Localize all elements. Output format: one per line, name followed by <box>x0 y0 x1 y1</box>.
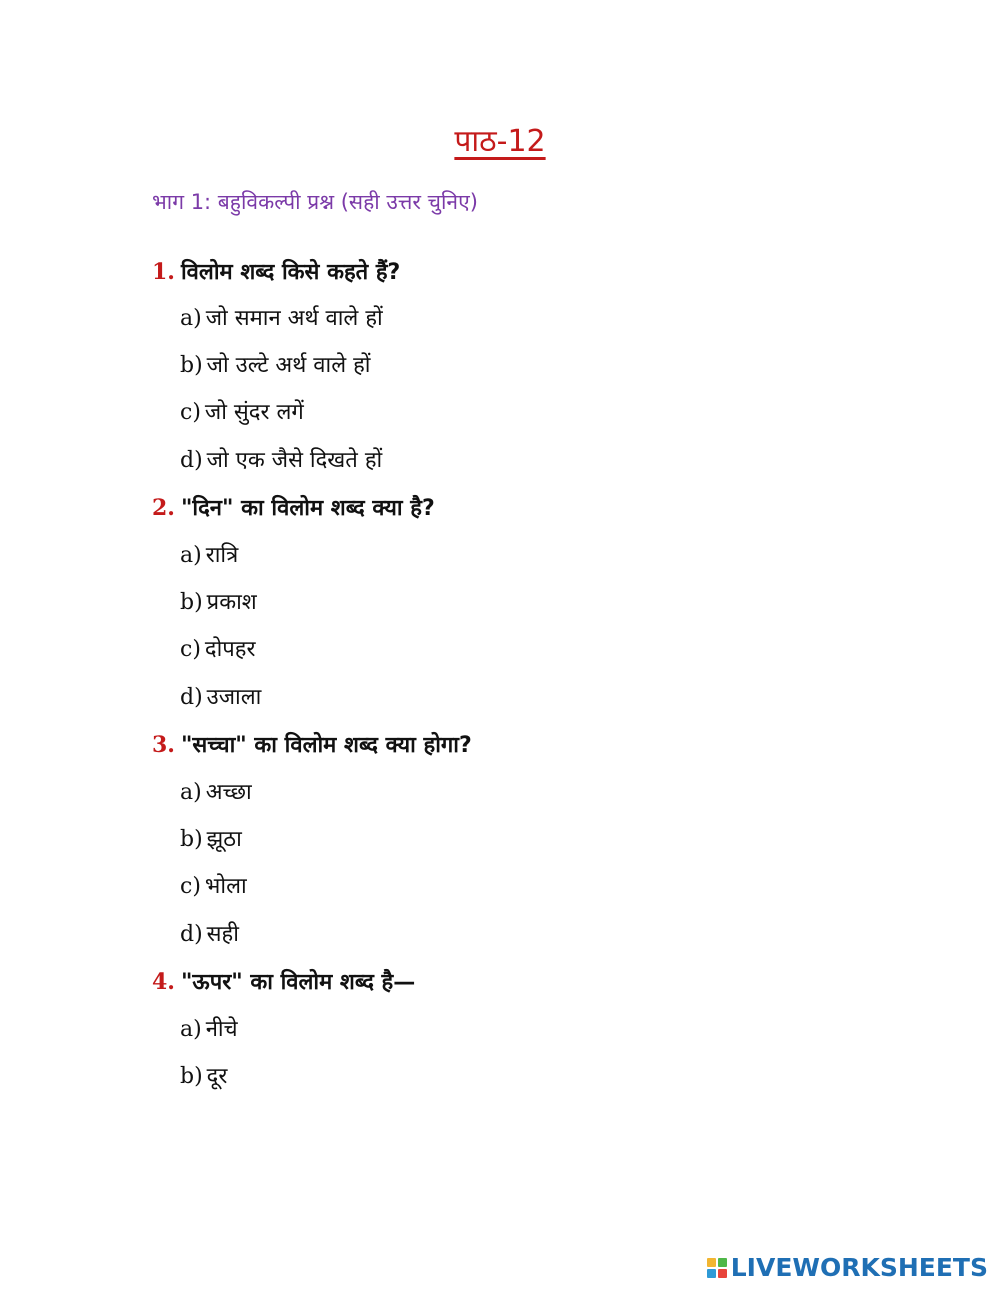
option-text: रात्रि <box>205 543 239 568</box>
logo-block <box>707 1269 716 1278</box>
option-letter: b) <box>180 353 203 378</box>
logo-blocks-icon <box>707 1258 727 1278</box>
option-letter: d) <box>180 448 203 473</box>
option-letter: a) <box>180 543 202 568</box>
question-text: विलोम शब्द किसे कहते हैं? <box>180 260 401 285</box>
option-text: उजाला <box>206 685 262 710</box>
option-text: नीचे <box>205 1017 238 1042</box>
option-2c[interactable] <box>180 634 255 666</box>
option-text: भोला <box>204 874 247 899</box>
option-text: सही <box>206 922 239 947</box>
option-text: प्रकाश <box>206 590 257 615</box>
option-text: जो समान अर्थ वाले हों <box>205 306 383 331</box>
option-2d[interactable] <box>180 682 261 714</box>
option-letter: b) <box>180 590 203 615</box>
option-1a[interactable] <box>180 303 383 335</box>
question-4 <box>152 966 415 999</box>
question-text: "ऊपर" का विलोम शब्द है— <box>180 970 416 995</box>
section-heading: भाग 1: बहुविकल्पी प्रश्न (सही उत्तर चुनिए) <box>152 190 478 214</box>
option-3c[interactable] <box>180 871 247 903</box>
option-text: जो सुंदर लगें <box>204 400 304 425</box>
option-text: दोपहर <box>204 637 256 662</box>
option-3a[interactable] <box>180 777 252 809</box>
logo-block <box>718 1269 727 1278</box>
option-letter: c) <box>180 874 201 899</box>
option-1b[interactable] <box>180 350 371 382</box>
option-letter: b) <box>180 1064 203 1089</box>
option-4b[interactable] <box>180 1061 227 1093</box>
question-text: "सच्चा" का विलोम शब्द क्या होगा? <box>180 733 472 758</box>
question-1 <box>152 256 400 289</box>
option-text: जो उल्टे अर्थ वाले हों <box>206 353 371 378</box>
logo-text: LIVEWORKSHEETS <box>730 1253 988 1282</box>
page-title: पाठ-12 <box>454 124 546 159</box>
logo-block <box>707 1258 716 1267</box>
option-letter: c) <box>180 637 201 662</box>
option-1d[interactable] <box>180 445 382 477</box>
question-number: 4. <box>152 969 175 995</box>
option-letter: a) <box>180 1017 202 1042</box>
question-number: 3. <box>152 732 175 758</box>
option-1c[interactable] <box>180 397 304 429</box>
option-text: अच्छा <box>205 780 252 805</box>
option-letter: b) <box>180 827 203 852</box>
liveworksheets-logo <box>707 1253 988 1282</box>
logo-block <box>718 1258 727 1267</box>
question-2 <box>152 492 435 525</box>
option-text: दूर <box>206 1064 228 1089</box>
option-2a[interactable] <box>180 540 238 572</box>
option-letter: d) <box>180 922 203 947</box>
option-3d[interactable] <box>180 919 239 951</box>
question-3 <box>152 729 472 762</box>
question-number: 1. <box>152 259 175 285</box>
option-3b[interactable] <box>180 824 242 856</box>
option-4a[interactable] <box>180 1014 238 1046</box>
option-text: झूठा <box>206 827 242 852</box>
option-2b[interactable] <box>180 587 257 619</box>
option-text: जो एक जैसे दिखते हों <box>206 448 383 473</box>
question-text: "दिन" का विलोम शब्द क्या है? <box>180 496 435 521</box>
option-letter: c) <box>180 400 201 425</box>
option-letter: a) <box>180 780 202 805</box>
option-letter: d) <box>180 685 203 710</box>
question-number: 2. <box>152 495 175 521</box>
option-letter: a) <box>180 306 202 331</box>
